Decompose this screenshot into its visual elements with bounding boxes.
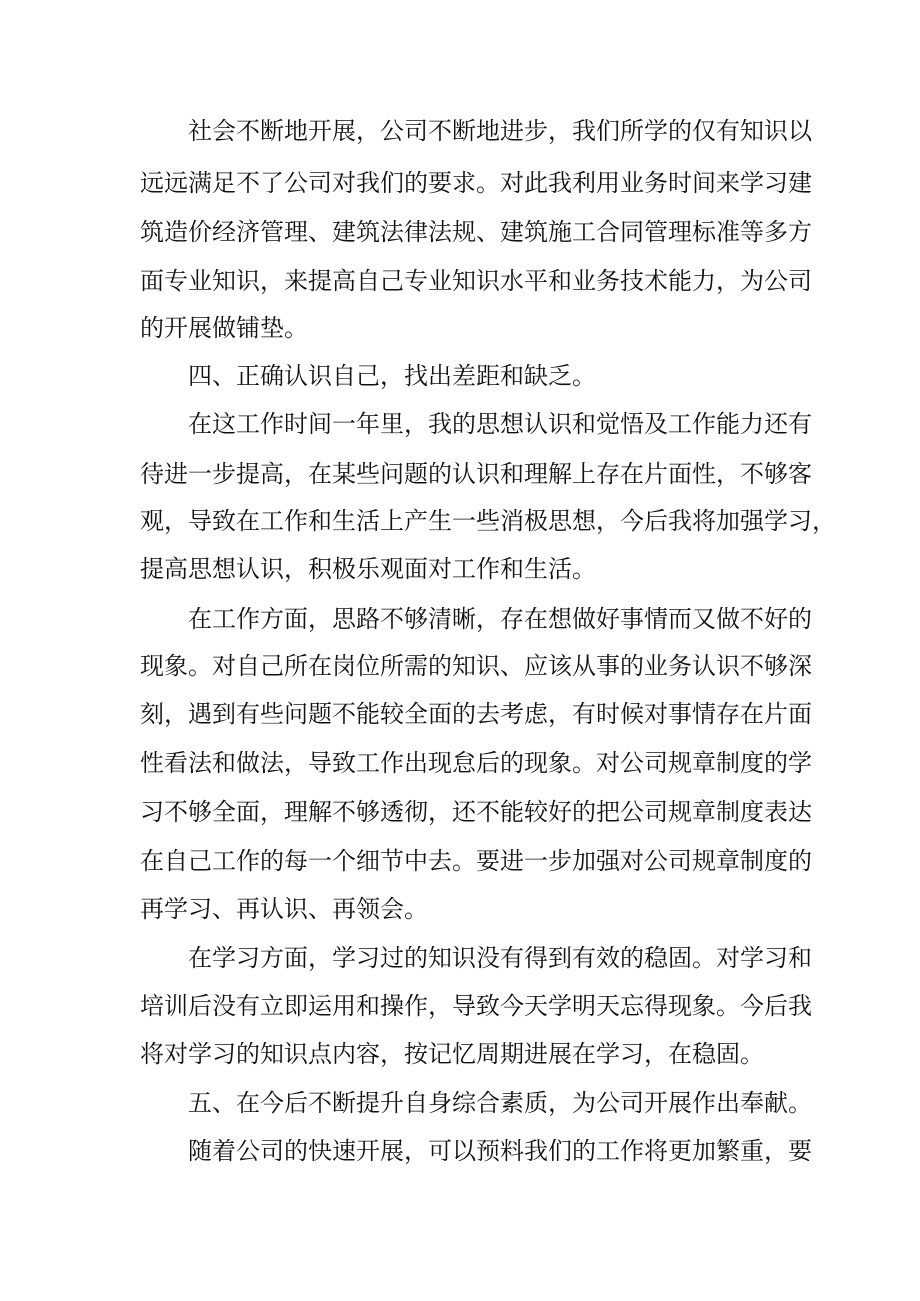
- paragraph-line: 筑造价经济管理、建筑法律法规、建筑施工合同管理标准等多方: [140, 218, 812, 246]
- paragraph-line: 待进一步提高，在某些问题的认识和理解上存在片面性，不够客: [140, 460, 812, 488]
- paragraph-line: 在学习方面，学习过的知识没有得到有效的稳固。对学习和: [188, 944, 812, 972]
- paragraph-line: 刻，遇到有些问题不能较全面的去考虑，有时候对事情存在片面: [140, 700, 812, 728]
- paragraph-line: 在自己工作的每一个细节中去。要进一步加强对公司规章制度的: [140, 847, 812, 875]
- paragraph-line: 观，导致在工作和生活上产生一些消极思想，今后我将加强学习，: [140, 507, 836, 535]
- paragraph-line: 社会不断地开展，公司不断地进步，我们所学的仅有知识以: [188, 117, 812, 145]
- paragraph-line: 在工作方面，思路不够清晰，存在想做好事情而又做不好的: [188, 605, 812, 633]
- paragraph-line: 远远满足不了公司对我们的要求。对此我利用业务时间来学习建: [140, 169, 812, 197]
- paragraph-line: 将对学习的知识点内容，按记忆周期进展在学习，在稳固。: [140, 1040, 764, 1068]
- paragraph-line: 在这工作时间一年里，我的思想认识和觉悟及工作能力还有: [188, 410, 812, 438]
- paragraph-line: 的开展做铺垫。: [140, 314, 308, 342]
- paragraph-line: 习不够全面，理解不够透彻，还不能较好的把公司规章制度表达: [140, 798, 812, 826]
- section-heading: 五、在今后不断提升自身综合素质，为公司开展作出奉献。: [188, 1089, 812, 1117]
- paragraph-line: 现象。对自己所在岗位所需的知识、应该从事的业务认识不够深: [140, 652, 812, 680]
- paragraph-line: 再学习、再认识、再领会。: [140, 895, 428, 923]
- paragraph-line: 随着公司的快速开展，可以预料我们的工作将更加繁重，要: [188, 1137, 812, 1165]
- paragraph-line: 培训后没有立即运用和操作，导致今天学明天忘得现象。今后我: [140, 992, 812, 1020]
- paragraph-line: 面专业知识，来提高自己专业知识水平和业务技术能力，为公司: [140, 267, 812, 295]
- paragraph-line: 性看法和做法，导致工作出现怠后的现象。对公司规章制度的学: [140, 749, 812, 777]
- paragraph-line: 提高思想认识，积极乐观面对工作和生活。: [140, 555, 596, 583]
- section-heading: 四、正确认识自己，找出差距和缺乏。: [188, 362, 596, 390]
